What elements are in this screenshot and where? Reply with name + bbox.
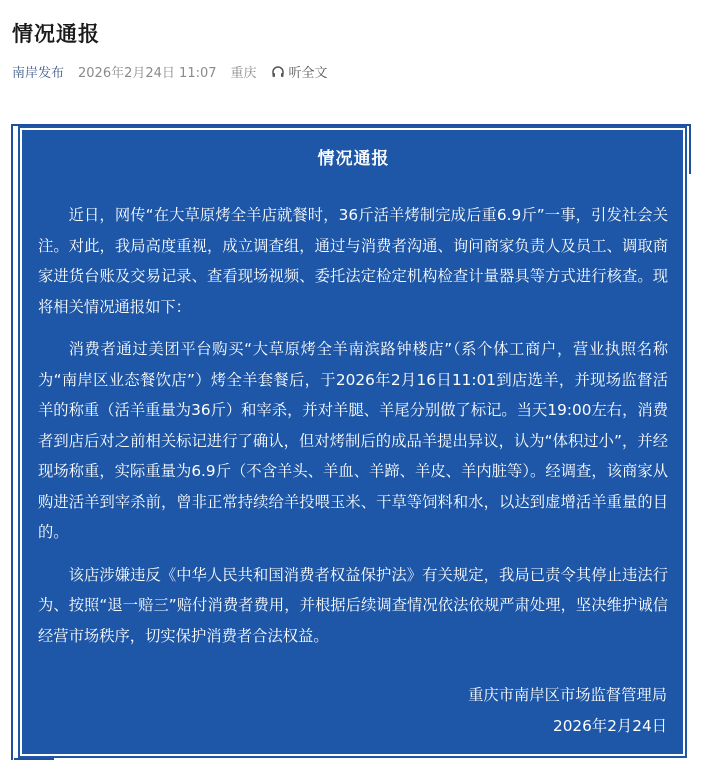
article-meta xyxy=(12,62,356,81)
page-title: 情况通报 xyxy=(12,22,100,46)
notice-paragraph: 近日，网传“在大草原烤全羊店就餐时，36斤活羊烤制完成后重6.9斤”一事，引发社会关注。对此，我局高度重视，成立调查组，通过与消费者沟通、询问商家负责人及员工、调取商家进货台账及交易记录、查看现场视频、委托法定检定机构检查计量器具等方式进行核查。现将相关情况通报如下： xyxy=(38,206,668,316)
location: 重庆 xyxy=(230,66,257,81)
headphones-icon xyxy=(271,65,285,79)
notice-paragraph: 该店涉嫌违反《中华人民共和国消费者权益保护法》有关规定，我局已责令其停止违法行为、按照“退一赔三”赔付消费者费用，并根据后续调查情况依法依规严肃处理，坚决维护诚信经营市场秩序，切实保护消费者合法权益。 xyxy=(38,565,668,645)
publish-datetime: 2026年2月24日 11:07 xyxy=(78,66,217,81)
listen-label: 听全文 xyxy=(288,66,328,81)
notice-body xyxy=(38,200,668,663)
notice-paragraph: 消费者通过美团平台购买“大草原烤全羊南滨路钟楼店”（系个体工商户，营业执照名称为“南岸区业态餐饮店”）烤全羊套餐后，于2026年2月16日11:01到店选羊，并现场监督活羊的称重（活羊重量为36斤）和宰杀，并对羊腿、羊尾分别做了标记。当天19:00左右，消费者到店后对之前相关标记进行了确认，但对烤制后的成品羊提出异议，认为“体积过小”，并经现场称重，实际重量为6.9斤（不含羊头、羊血、羊蹄、羊皮、羊内脏等）。经调查，该商家从购进活羊到宰杀前，曾非正常持续给羊投喂玉米、干草等饲料和水，以达到虚增活羊重量的目的。 xyxy=(38,340,668,541)
signature-org: 重庆市南岸区市场监督管理局 xyxy=(468,686,667,704)
listen-button[interactable] xyxy=(271,62,342,81)
notice-heading: 情况通报 xyxy=(317,149,390,169)
signature-date: 2026年2月24日 xyxy=(552,717,667,735)
source-link[interactable]: 南岸发布 xyxy=(12,66,65,81)
